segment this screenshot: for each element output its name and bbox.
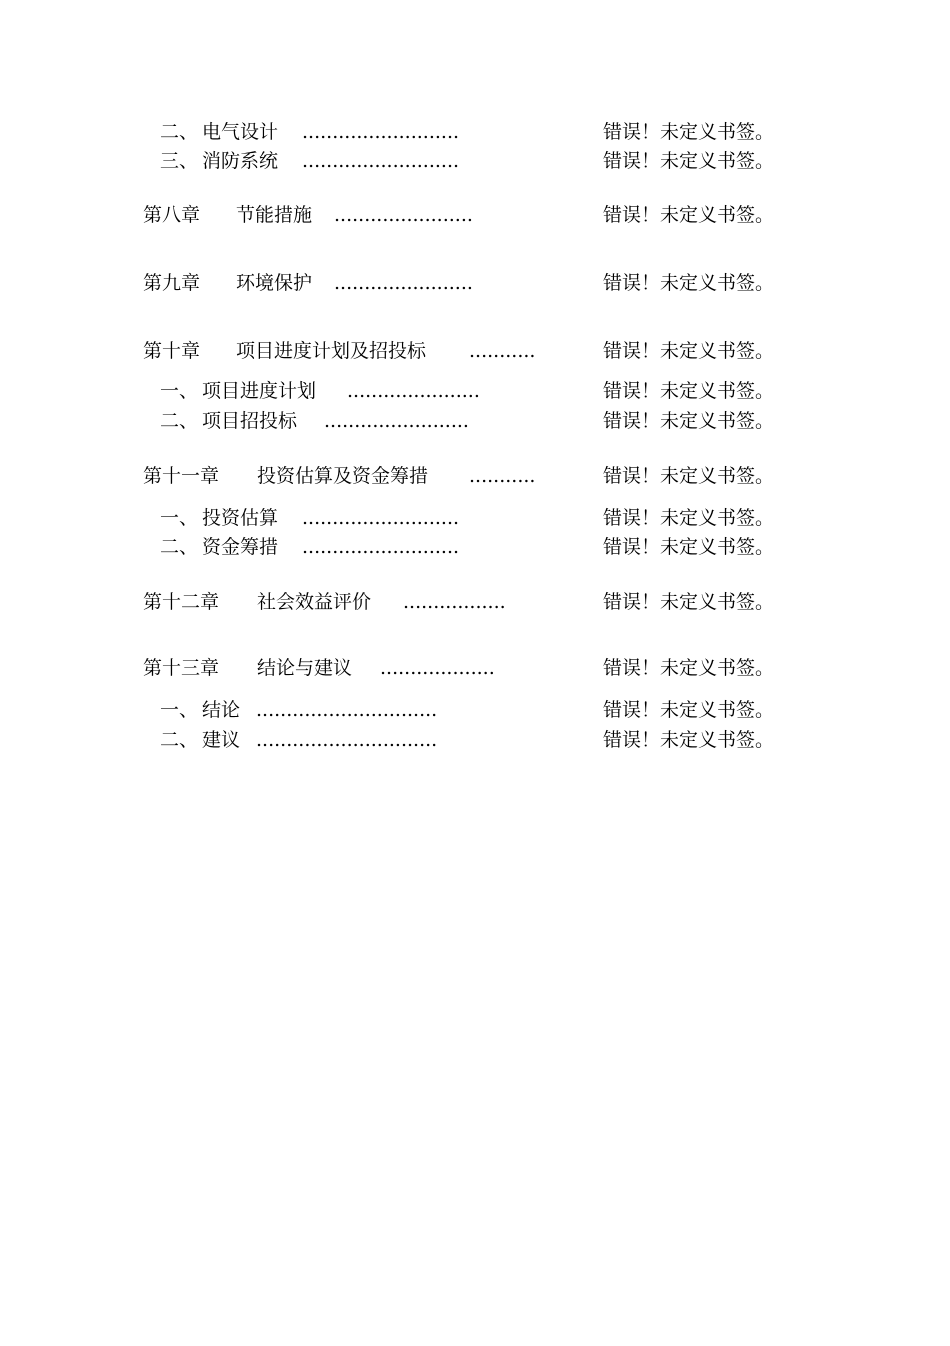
toc-leader-dots: ..........................	[302, 536, 460, 558]
toc-entry-number: 一、	[160, 507, 199, 529]
toc-chapter-title: 投资估算及资金筹措	[257, 465, 429, 487]
toc-leader-dots: ..........................	[302, 507, 460, 529]
toc-page-ref: 错误！未定义书签。	[603, 121, 775, 143]
toc-entry[interactable]	[0, 117, 950, 147]
toc-page-ref: 错误！未定义书签。	[603, 272, 775, 294]
toc-entry-title: 资金筹措	[202, 536, 279, 558]
toc-chapter-entry[interactable]	[0, 200, 950, 230]
toc-chapter-title: 环境保护	[236, 272, 313, 294]
toc-page-ref: 错误！未定义书签。	[603, 410, 775, 432]
toc-leader-dots: ...................	[380, 657, 495, 679]
toc-chapter-entry[interactable]	[0, 587, 950, 617]
toc-entry[interactable]	[0, 532, 950, 562]
toc-leader-dots: ..........................	[302, 150, 460, 172]
toc-chapter-number: 第十三章	[143, 657, 220, 679]
toc-entry-title: 项目进度计划	[202, 380, 317, 402]
toc-entry[interactable]	[0, 406, 950, 436]
toc-leader-dots: .......................	[334, 272, 473, 294]
toc-entry-title: 项目招投标	[202, 410, 298, 432]
toc-chapter-number: 第十章	[143, 340, 201, 362]
toc-leader-dots: ..............................	[256, 729, 438, 751]
toc-chapter-title: 结论与建议	[257, 657, 353, 679]
toc-entry-title: 电气设计	[202, 121, 279, 143]
toc-chapter-entry[interactable]	[0, 461, 950, 491]
toc-entry-title: 建议	[202, 729, 241, 751]
toc-entry[interactable]	[0, 146, 950, 176]
toc-leader-dots: ......................	[347, 380, 480, 402]
toc-entry-title: 投资估算	[202, 507, 279, 529]
toc-page-ref: 错误！未定义书签。	[603, 204, 775, 226]
toc-entry-number: 二、	[160, 410, 199, 432]
toc-page-ref: 错误！未定义书签。	[603, 150, 775, 172]
toc-chapter-number: 第九章	[143, 272, 201, 294]
toc-chapter-title: 项目进度计划及招投标	[236, 340, 427, 362]
toc-page-ref: 错误！未定义书签。	[603, 591, 775, 613]
toc-page-ref: 错误！未定义书签。	[603, 380, 775, 402]
toc-entry[interactable]	[0, 376, 950, 406]
toc-page-ref: 错误！未定义书签。	[603, 657, 775, 679]
toc-chapter-entry[interactable]	[0, 653, 950, 683]
toc-entry-number: 一、	[160, 699, 199, 721]
toc-leader-dots: ...........	[469, 340, 536, 362]
toc-chapter-title: 社会效益评价	[257, 591, 372, 613]
toc-entry-number: 二、	[160, 729, 199, 751]
toc-entry-number: 三、	[160, 150, 199, 172]
toc-entry-number: 二、	[160, 536, 199, 558]
toc-entry[interactable]	[0, 503, 950, 533]
toc-leader-dots: ...........	[469, 465, 536, 487]
toc-leader-dots: .......................	[334, 204, 473, 226]
toc-entry[interactable]	[0, 695, 950, 725]
toc-entry-title: 消防系统	[202, 150, 279, 172]
toc-chapter-entry[interactable]	[0, 268, 950, 298]
toc-chapter-number: 第十二章	[143, 591, 220, 613]
toc-leader-dots: ..............................	[256, 699, 438, 721]
toc-leader-dots: .................	[403, 591, 506, 613]
toc-leader-dots: ..........................	[302, 121, 460, 143]
toc-page-ref: 错误！未定义书签。	[603, 699, 775, 721]
toc-page-ref: 错误！未定义书签。	[603, 507, 775, 529]
toc-page-ref: 错误！未定义书签。	[603, 729, 775, 751]
toc-page-ref: 错误！未定义书签。	[603, 465, 775, 487]
toc-chapter-title: 节能措施	[236, 204, 313, 226]
toc-entry-title: 结论	[202, 699, 241, 721]
toc-page-ref: 错误！未定义书签。	[603, 536, 775, 558]
toc-leader-dots: ........................	[324, 410, 469, 432]
toc-entry-number: 一、	[160, 380, 199, 402]
toc-page-ref: 错误！未定义书签。	[603, 340, 775, 362]
toc-chapter-entry[interactable]	[0, 336, 950, 366]
toc-entry-number: 二、	[160, 121, 199, 143]
toc-chapter-number: 第十一章	[143, 465, 220, 487]
toc-chapter-number: 第八章	[143, 204, 201, 226]
toc-entry[interactable]	[0, 725, 950, 755]
